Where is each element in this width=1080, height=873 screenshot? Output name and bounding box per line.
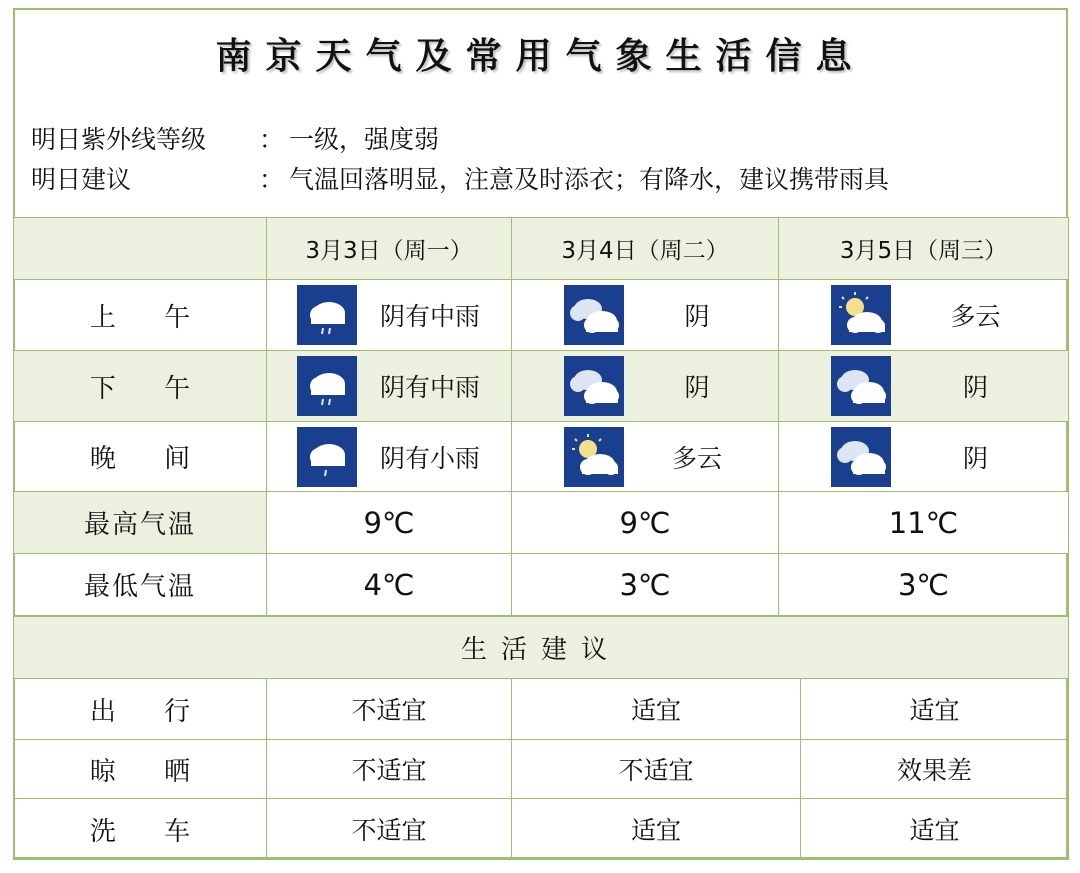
period-row-afternoon xyxy=(14,351,1069,422)
uv-level-sep: ： xyxy=(259,125,285,154)
advice-header: 生活建议 xyxy=(14,617,1069,679)
day-header: 3月4日（周二） xyxy=(512,218,779,280)
suggestion-value: 气温回落明显，注意及时添衣；有降水，建议携带雨具 xyxy=(289,165,890,194)
rain-cloud-icon xyxy=(297,285,357,345)
weather-cell xyxy=(779,280,1069,351)
advice-label: 洗 车 xyxy=(14,799,267,860)
suggestion-row xyxy=(31,160,889,196)
weather-text: 阴 xyxy=(962,373,988,402)
day-header-row xyxy=(14,218,1069,280)
period-label: 下 午 xyxy=(14,351,267,422)
min-temp-label: 最低气温 xyxy=(14,554,267,616)
advice-value: 不适宜 xyxy=(267,679,512,740)
weather-cell xyxy=(779,351,1069,422)
period-label: 上 午 xyxy=(14,280,267,351)
weather-text: 阴有中雨 xyxy=(379,302,480,331)
weather-text: 阴 xyxy=(684,373,710,402)
weather-text: 多云 xyxy=(950,302,1001,331)
overcast-clouds-icon xyxy=(831,356,891,416)
advice-value: 不适宜 xyxy=(512,740,801,799)
min-temp-value: 4℃ xyxy=(267,554,512,616)
light-rain-cloud-icon xyxy=(297,427,357,487)
overcast-clouds-icon xyxy=(831,427,891,487)
min-temp-value: 3℃ xyxy=(512,554,779,616)
min-temp-row xyxy=(14,554,1069,616)
day-header: 3月3日（周一） xyxy=(267,218,512,280)
weather-text: 阴 xyxy=(684,302,710,331)
weather-cell xyxy=(779,422,1069,492)
advice-label: 晾 晒 xyxy=(14,740,267,799)
weather-text: 阴有小雨 xyxy=(379,443,480,473)
advice-row-drying xyxy=(14,740,1069,799)
period-label: 晚 间 xyxy=(14,422,267,492)
max-temp-value: 9℃ xyxy=(267,492,512,554)
uv-level-row xyxy=(31,120,439,156)
suggestion-sep: ： xyxy=(259,165,285,194)
uv-level-value: 一级，强度弱 xyxy=(289,125,440,154)
corner-cell xyxy=(14,218,267,280)
period-row-evening xyxy=(14,422,1069,492)
advice-value: 适宜 xyxy=(801,799,1069,860)
advice-value: 适宜 xyxy=(512,799,801,860)
weather-cell xyxy=(267,280,512,351)
max-temp-label: 最高气温 xyxy=(14,492,267,554)
life-advice-table xyxy=(13,616,1069,860)
period-row-morning xyxy=(14,280,1069,351)
max-temp-row xyxy=(14,492,1069,554)
weather-cell xyxy=(267,351,512,422)
max-temp-value: 11℃ xyxy=(779,492,1069,554)
forecast-table xyxy=(13,217,1069,616)
overcast-clouds-icon xyxy=(564,356,624,416)
weather-cell xyxy=(512,422,779,492)
overcast-clouds-icon xyxy=(564,285,624,345)
advice-value: 不适宜 xyxy=(267,799,512,860)
advice-row-carwash xyxy=(14,799,1069,860)
suggestion-label: 明日建议 xyxy=(31,165,132,194)
weather-cell xyxy=(512,280,779,351)
partly-cloudy-sun-icon xyxy=(564,427,624,487)
advice-value: 不适宜 xyxy=(267,740,512,799)
advice-value: 效果差 xyxy=(801,740,1069,799)
weather-text: 多云 xyxy=(671,443,722,473)
uv-level-label: 明日紫外线等级 xyxy=(31,125,207,154)
weather-text: 阴有中雨 xyxy=(379,373,480,402)
advice-row-travel xyxy=(14,679,1069,740)
weather-cell xyxy=(267,422,512,492)
advice-header-row xyxy=(14,617,1069,679)
max-temp-value: 9℃ xyxy=(512,492,779,554)
weather-text: 阴 xyxy=(962,443,988,473)
min-temp-value: 3℃ xyxy=(779,554,1069,616)
advice-value: 适宜 xyxy=(512,679,801,740)
weather-cell xyxy=(512,351,779,422)
advice-label: 出 行 xyxy=(14,679,267,740)
rain-cloud-icon xyxy=(297,356,357,416)
day-header: 3月5日（周三） xyxy=(779,218,1069,280)
page-title: 南京天气及常用气象生活信息 xyxy=(215,35,866,77)
partly-cloudy-sun-icon xyxy=(831,285,891,345)
advice-value: 适宜 xyxy=(801,679,1069,740)
